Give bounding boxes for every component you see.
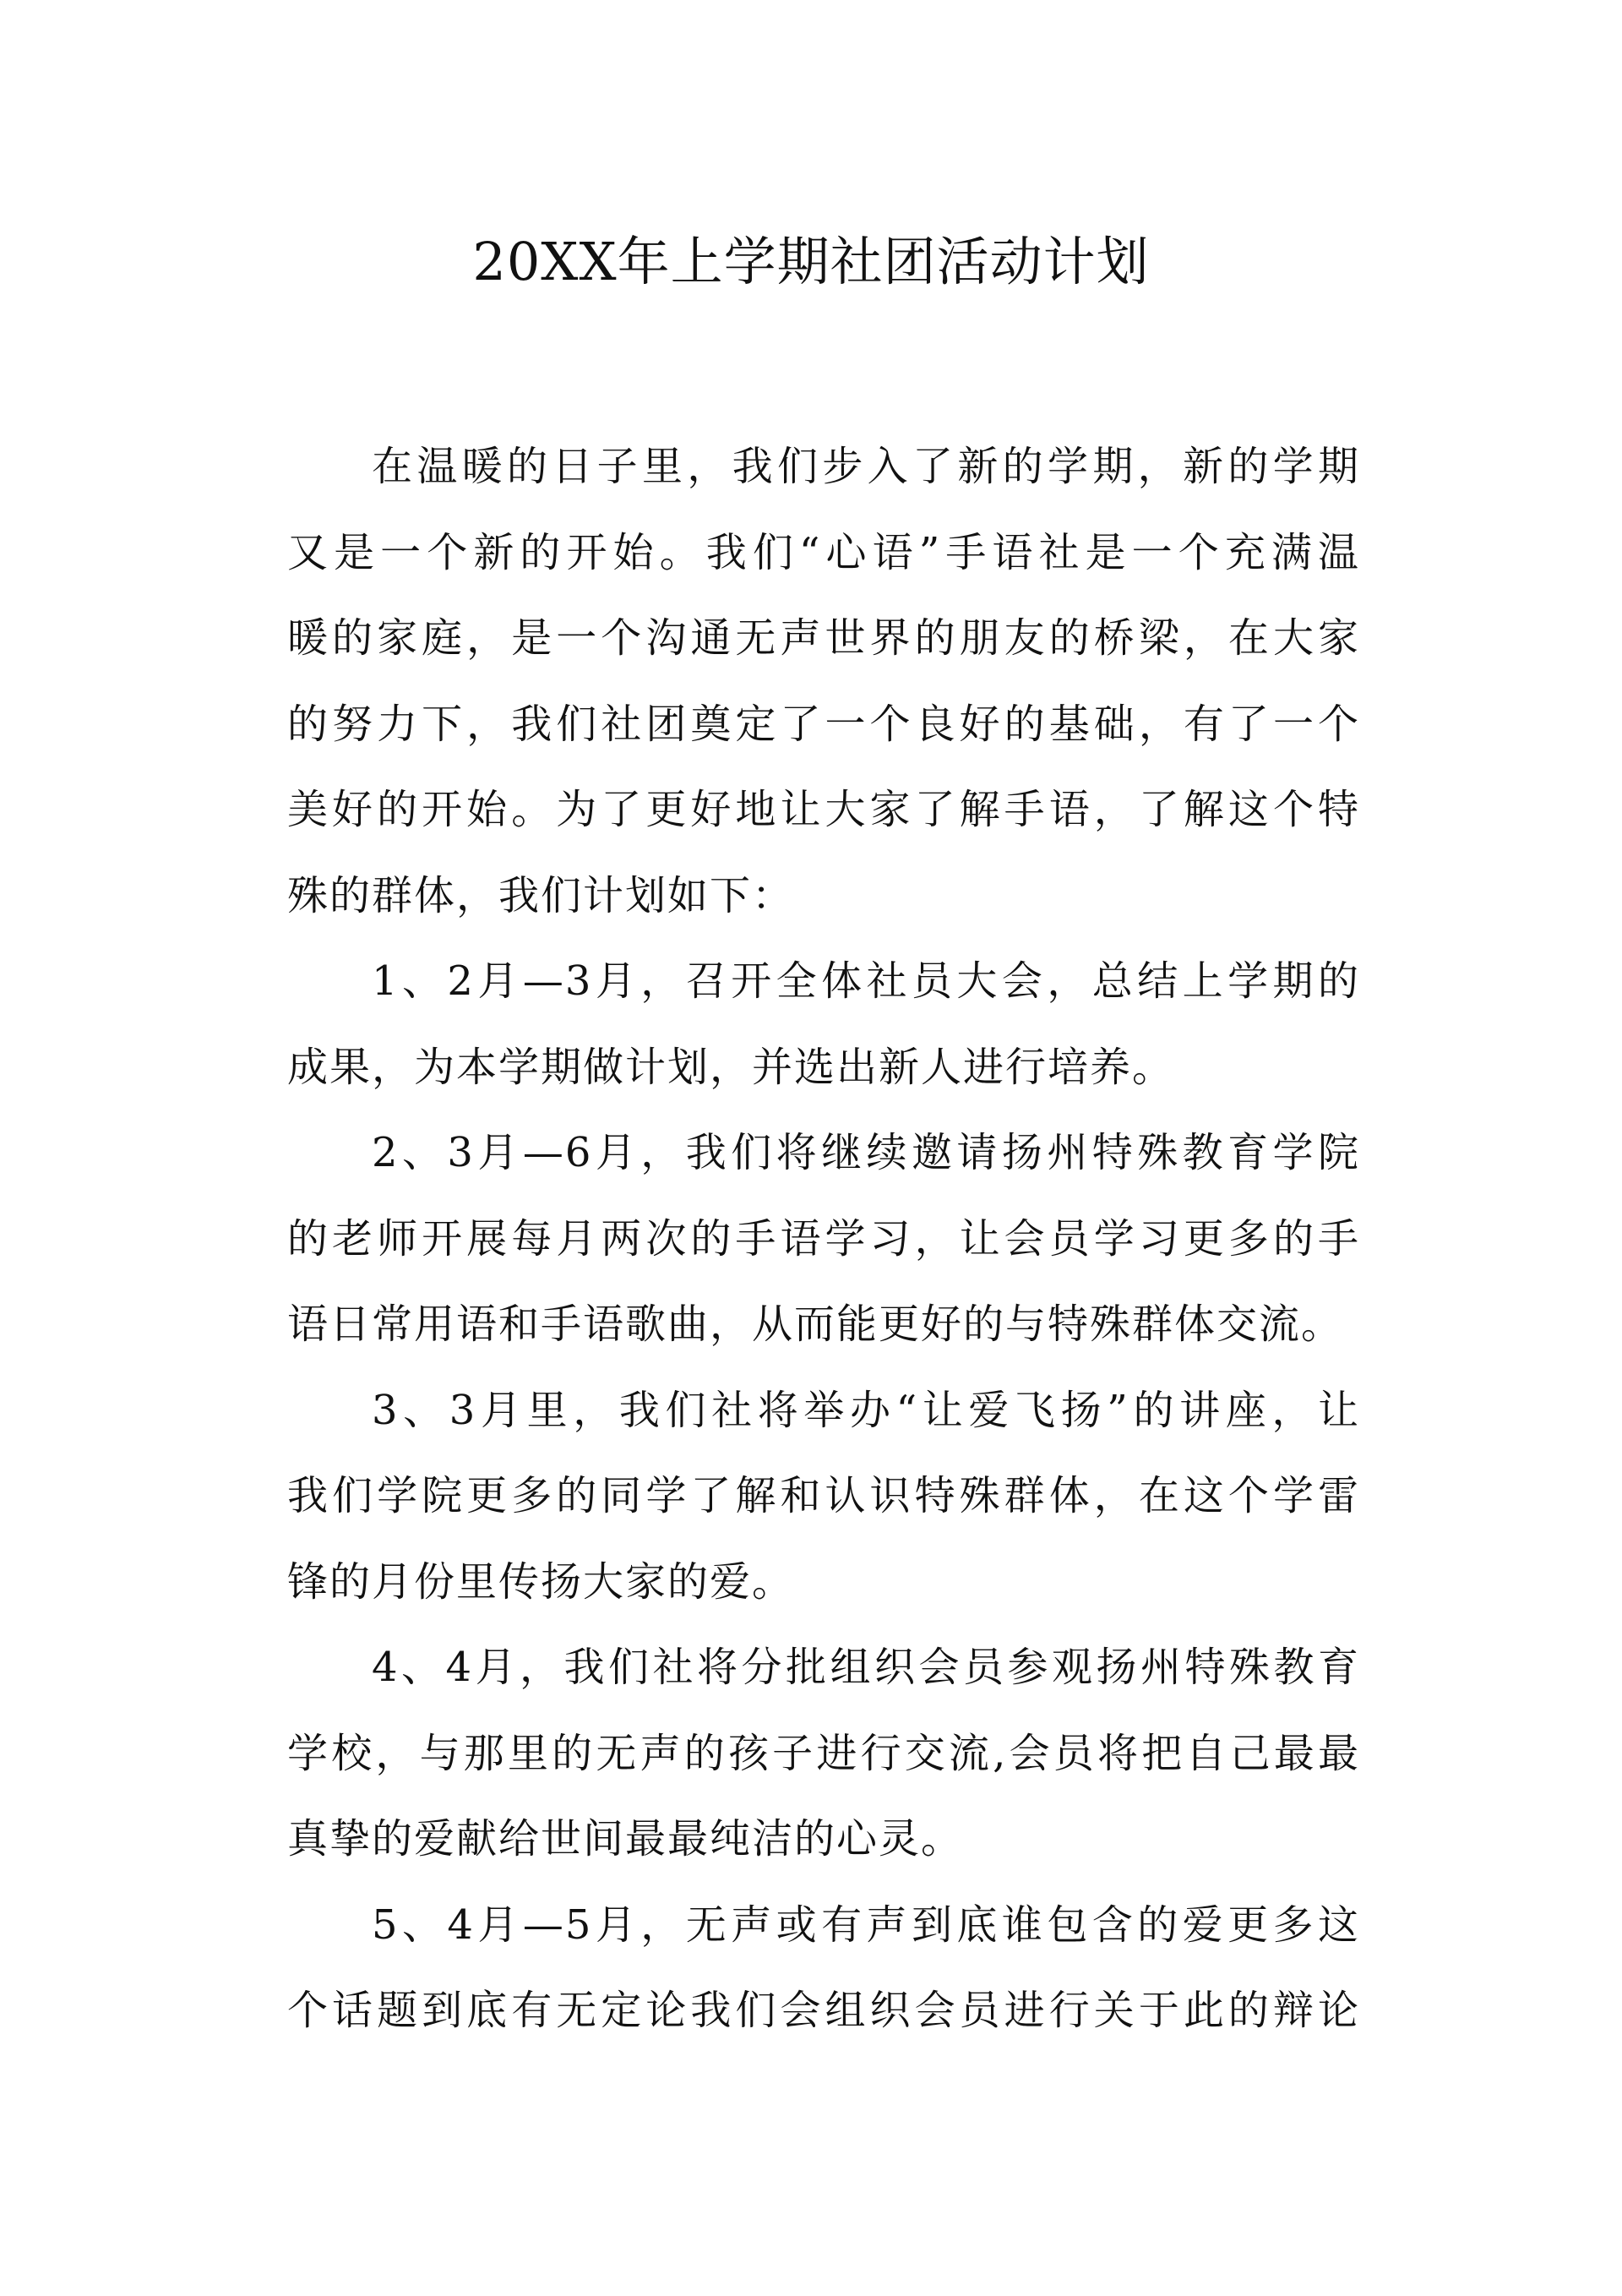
text-line: 真挚的爱献给世间最最纯洁的心灵。 xyxy=(287,1815,964,1862)
text-line: 锋的月份里传扬大家的爱。 xyxy=(287,1557,795,1606)
text-line: 成果，为本学期做计划，并选出新人进行培养。 xyxy=(287,1043,1175,1091)
text-line: 暖的家庭，是一个沟通无声世界的朋友的桥梁，在大家 xyxy=(287,614,1360,662)
paragraph-item-4 xyxy=(287,1625,1360,1883)
text-line: 4、4月，我们社将分批组织会员参观扬州特殊教育 xyxy=(372,1644,1360,1691)
text-line: 在温暖的日子里，我们步入了新的学期，新的学期 xyxy=(372,443,1360,490)
text-line: 殊的群体，我们计划如下： xyxy=(287,871,795,919)
text-line: 我们学院更多的同学了解和认识特殊群体，在这个学雷 xyxy=(287,1472,1360,1519)
document-body xyxy=(287,424,1360,2054)
text-line: 3、3月里，我们社将举办“让爱飞扬”的讲座，让 xyxy=(372,1386,1360,1434)
text-line: 个话题到底有无定论我们会组织会员进行关于此的辩论 xyxy=(287,1987,1360,2034)
text-line: 美好的开始。为了更好地让大家了解手语，了解这个特 xyxy=(287,786,1360,833)
document-title: 20XX年上学期社团活动计划 xyxy=(472,231,1150,292)
paragraph-intro xyxy=(287,424,1360,939)
paragraph-item-3 xyxy=(287,1368,1360,1626)
text-line: 1、2月—3月，召开全体社员大会，总结上学期的 xyxy=(372,957,1360,1005)
text-line: 2、3月—6月，我们将继续邀请扬州特殊教育学院 xyxy=(372,1129,1360,1176)
text-line: 又是一个新的开始。我们“心语”手语社是一个充满温 xyxy=(287,528,1360,576)
text-line: 的老师开展每月两次的手语学习，让会员学习更多的手 xyxy=(287,1214,1360,1263)
text-line: 5、4月—5月，无声或有声到底谁包含的爱更多这 xyxy=(372,1901,1360,1949)
text-line: 语日常用语和手语歌曲，从而能更好的与特殊群体交流。 xyxy=(287,1301,1344,1348)
text-line: 的努力下，我们社团奠定了一个良好的基础，有了一个 xyxy=(287,700,1360,748)
paragraph-item-2 xyxy=(287,1110,1360,1368)
text-line: 学校，与那里的无声的孩子进行交流,会员将把自己最最 xyxy=(287,1729,1360,1777)
paragraph-item-5 xyxy=(287,1883,1360,2054)
paragraph-item-1 xyxy=(287,939,1360,1110)
